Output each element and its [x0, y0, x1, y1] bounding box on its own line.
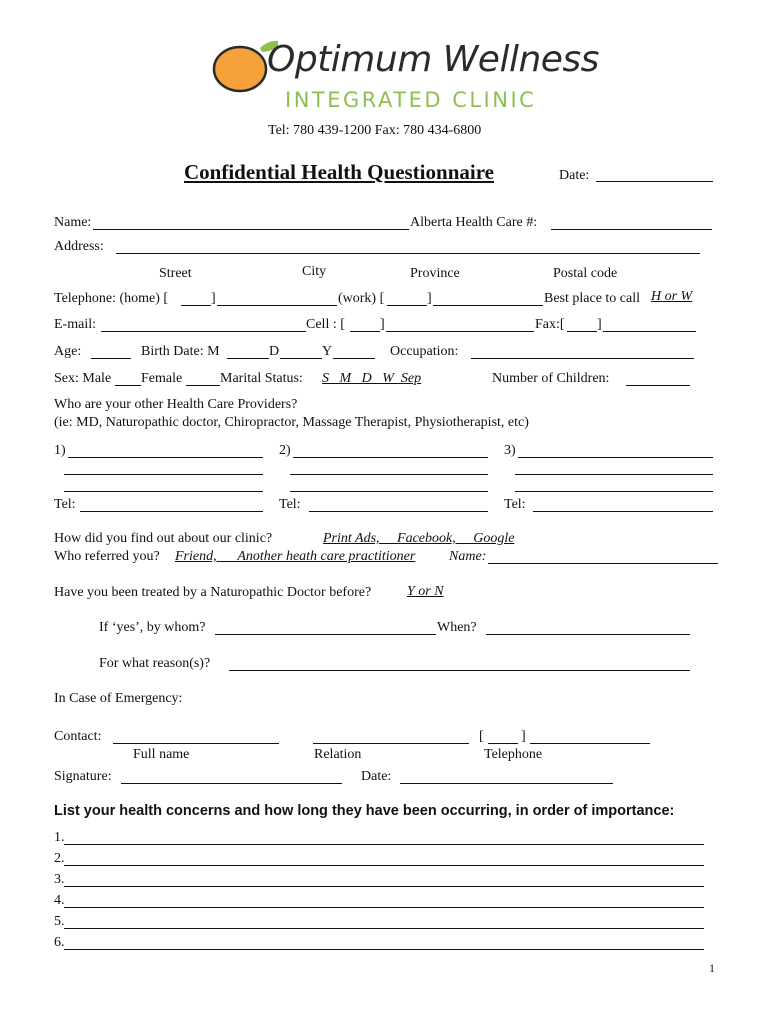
birth-y-label: Y — [322, 344, 333, 359]
contact-name-field[interactable] — [113, 743, 279, 744]
date-label: Date: — [559, 168, 590, 183]
occupation-field[interactable] — [471, 358, 694, 359]
contact-label: Contact: — [54, 729, 102, 744]
concern-item-1: 1. — [54, 830, 65, 845]
provider-3-label: 3) — [504, 443, 516, 458]
concern-item-3: 3. — [54, 872, 65, 887]
email-label: E-mail: — [54, 317, 96, 332]
email-field[interactable] — [101, 331, 306, 332]
clinic-contact: Tel: 780 439-1200 Fax: 780 434-6800 — [268, 123, 482, 138]
telephone-caption: Telephone — [484, 747, 543, 762]
contact-relation-field[interactable] — [313, 743, 469, 744]
treated-question: Have you been treated by a Naturopathic Doctor before? — [54, 585, 372, 600]
signature-field[interactable] — [121, 783, 342, 784]
cell-area[interactable] — [350, 331, 380, 332]
provider-2-tel-label: Tel: — [279, 497, 301, 512]
provider-3-tel-field[interactable] — [533, 511, 713, 512]
brand-top: Optimum Wellness — [267, 39, 599, 80]
address-field[interactable] — [116, 253, 700, 254]
emergency-heading: In Case of Emergency: — [54, 691, 183, 706]
contact-area-field[interactable] — [488, 743, 518, 744]
referrer-name-field[interactable] — [488, 563, 718, 564]
providers-example: (ie: MD, Naturopathic doctor, Chiropractor, Massage Therapist, Physiotherapist, etc) — [54, 415, 529, 430]
referred-options[interactable]: Friend, Another heath care practitioner — [175, 549, 416, 564]
female-label: Female — [141, 371, 183, 386]
children-field[interactable] — [626, 385, 690, 386]
full-name-caption: Full name — [133, 747, 190, 762]
concern-line-6[interactable] — [64, 949, 704, 950]
fax-label: Fax:[ — [535, 317, 565, 332]
date-field[interactable] — [596, 181, 713, 182]
if-yes-label: If ‘yes’, by whom? — [99, 620, 206, 635]
provider-3-tel-label: Tel: — [504, 497, 526, 512]
page-title: Confidential Health Questionnaire — [184, 160, 494, 184]
name-label: Name: — [54, 215, 92, 230]
provider-1-line-2[interactable] — [64, 474, 263, 475]
bracket-open: [ — [479, 729, 484, 744]
reason-label: For what reason(s)? — [99, 656, 211, 671]
provider-2-line-1[interactable] — [293, 457, 488, 458]
concern-line-1[interactable] — [64, 844, 704, 845]
when-label: When? — [437, 620, 477, 635]
sex-label: Sex: Male — [54, 371, 112, 386]
tel-home-area[interactable] — [181, 305, 211, 306]
tel-work-label: (work) [ — [338, 291, 385, 306]
fax-area[interactable] — [567, 331, 597, 332]
when-field[interactable] — [486, 634, 690, 635]
fax-field[interactable] — [603, 331, 696, 332]
birth-date-label: Birth Date: M — [141, 344, 220, 359]
provider-3-line-3[interactable] — [515, 491, 713, 492]
if-yes-field[interactable] — [215, 634, 436, 635]
find-out-options[interactable]: Print Ads, Facebook, Google — [323, 531, 515, 546]
occupation-label: Occupation: — [390, 344, 459, 359]
provider-1-line-1[interactable] — [68, 457, 263, 458]
signature-date-field[interactable] — [400, 783, 613, 784]
marital-label: Marital Status: — [220, 371, 303, 386]
provider-3-line-1[interactable] — [518, 457, 713, 458]
provider-3-line-2[interactable] — [515, 474, 713, 475]
concern-line-3[interactable] — [64, 886, 704, 887]
concern-line-5[interactable] — [64, 928, 704, 929]
street-label: Street — [159, 266, 192, 281]
postal-label: Postal code — [553, 266, 618, 281]
find-out-question: How did you find out about our clinic? — [54, 531, 273, 546]
bracket-close: ] — [427, 291, 432, 306]
province-label: Province — [410, 266, 460, 281]
address-label: Address: — [54, 239, 104, 254]
provider-1-line-3[interactable] — [64, 491, 263, 492]
name-field[interactable] — [93, 229, 409, 230]
tel-home-label: Telephone: (home) [ — [54, 291, 169, 306]
page-number: 1 — [709, 961, 715, 975]
birth-d-label: D — [269, 344, 280, 359]
provider-2-label: 2) — [279, 443, 291, 458]
h-or-w-option[interactable]: H or W — [651, 289, 693, 304]
sex-female-field[interactable] — [186, 385, 220, 386]
birth-day-field[interactable] — [280, 358, 322, 359]
city-label: City — [302, 264, 327, 279]
sex-male-field[interactable] — [115, 385, 141, 386]
concern-line-4[interactable] — [64, 907, 704, 908]
contact-phone-field[interactable] — [530, 743, 650, 744]
concerns-heading: List your health concerns and how long they have been occurring, in order of importance: — [54, 803, 675, 819]
bracket-close: ] — [211, 291, 216, 306]
provider-2-tel-field[interactable] — [309, 511, 488, 512]
concern-item-2: 2. — [54, 851, 65, 866]
providers-question: Who are your other Health Care Providers? — [54, 397, 298, 412]
birth-year-field[interactable] — [333, 358, 375, 359]
cell-field[interactable] — [386, 331, 534, 332]
ahc-label: Alberta Health Care #: — [410, 215, 538, 230]
reason-field[interactable] — [229, 670, 690, 671]
signature-date-label: Date: — [361, 769, 392, 784]
birth-month-field[interactable] — [227, 358, 269, 359]
age-label: Age: — [54, 344, 82, 359]
concern-item-4: 4. — [54, 893, 65, 908]
relation-caption: Relation — [314, 747, 362, 762]
bracket-close: ] — [597, 317, 602, 332]
provider-1-tel-label: Tel: — [54, 497, 76, 512]
marital-options[interactable]: S M D W Sep — [322, 371, 422, 386]
tel-work-area[interactable] — [387, 305, 427, 306]
tel-home-field[interactable] — [217, 305, 337, 306]
provider-2-line-3[interactable] — [290, 491, 488, 492]
concern-item-6: 6. — [54, 935, 65, 950]
provider-1-tel-field[interactable] — [80, 511, 263, 512]
concern-item-5: 5. — [54, 914, 65, 929]
bracket-close: ] — [521, 729, 526, 744]
referred-question: Who referred you? — [54, 549, 160, 564]
concern-line-2[interactable] — [64, 865, 704, 866]
cell-label: Cell : [ — [306, 317, 345, 332]
ahc-field[interactable] — [551, 229, 712, 230]
provider-1-label: 1) — [54, 443, 66, 458]
y-or-n-option[interactable]: Y or N — [407, 584, 444, 599]
signature-label: Signature: — [54, 769, 112, 784]
age-field[interactable] — [91, 358, 131, 359]
brand-bottom: INTEGRATED CLINIC — [285, 88, 537, 112]
provider-2-line-2[interactable] — [290, 474, 488, 475]
clinic-logo — [205, 30, 599, 116]
best-place-label: Best place to call — [544, 291, 641, 306]
bracket-close: ] — [380, 317, 385, 332]
children-label: Number of Children: — [492, 371, 610, 386]
tel-work-field[interactable] — [433, 305, 543, 306]
referrer-name-label: Name: — [449, 549, 487, 564]
